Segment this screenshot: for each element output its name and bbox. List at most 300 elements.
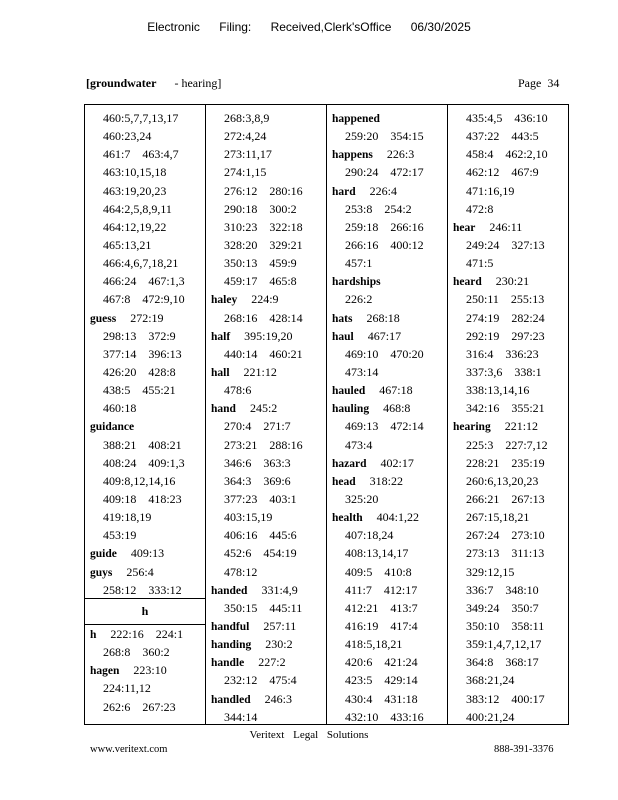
index-continuation	[206, 200, 326, 218]
index-term: health	[332, 512, 363, 525]
page-line-ref: 316:4	[466, 346, 494, 361]
index-continuation	[85, 327, 205, 345]
index-continuation	[448, 309, 569, 327]
index-term: hear	[453, 221, 476, 234]
page-line-ref: 472:8	[466, 201, 494, 216]
index-continuation	[85, 200, 205, 218]
index-lines	[327, 109, 447, 726]
page-line-ref: 454:19	[263, 546, 297, 561]
index-term: handled	[211, 693, 251, 706]
page-line-ref: 469:10	[345, 346, 379, 361]
index-lines	[206, 109, 326, 726]
index-entry	[85, 661, 205, 679]
page-line-ref: 226:2	[345, 292, 373, 307]
index-term: hearing	[453, 421, 491, 434]
page-line-ref: 282:24	[511, 310, 545, 325]
page-line-ref: 260:6,13,20,23	[466, 473, 539, 488]
index-term: guide	[90, 548, 117, 561]
page-line-ref: 297:23	[511, 328, 545, 343]
index-entry	[327, 182, 447, 200]
index-continuation	[327, 254, 447, 272]
index-column-4	[448, 105, 569, 724]
index-continuation	[448, 544, 569, 562]
page-line-ref: 337:3,6	[466, 364, 503, 379]
page-line-ref: 400:17	[511, 691, 545, 706]
page-line-ref: 268:8	[103, 645, 131, 660]
index-entry	[206, 635, 326, 653]
page-line-ref: 253:8	[345, 201, 373, 216]
page-line-ref: 255:13	[510, 292, 545, 307]
page-line-ref: 467:18	[379, 383, 413, 398]
page-line-ref: 472:9,10	[142, 292, 185, 307]
page-line-ref: 436:10	[514, 111, 548, 125]
index-continuation	[206, 272, 326, 290]
page-line-ref: 469:13	[345, 419, 379, 434]
index-continuation	[448, 454, 569, 472]
index-continuation	[206, 526, 326, 544]
index-continuation	[448, 490, 569, 508]
page-line-ref: 322:18	[269, 219, 303, 234]
page-line-ref: 224:11,12	[103, 681, 151, 696]
index-entry	[85, 417, 205, 435]
page-line-ref: 408:24	[103, 455, 137, 470]
index-entry	[448, 417, 569, 435]
page-line-ref: 432:10	[345, 709, 379, 724]
page-line-ref: 420:6	[345, 655, 373, 670]
filing-part: Received,Clerk'sOffice	[270, 20, 392, 34]
page-line-ref: 268:18	[366, 310, 400, 325]
page-line-ref: 463:4,7	[142, 147, 179, 162]
index-continuation	[206, 472, 326, 490]
range-end: - hearing]	[174, 76, 222, 90]
index-continuation	[327, 544, 447, 562]
page-line-ref: 359:1,4,7,12,17	[466, 637, 542, 652]
page-line-ref: 273:13	[466, 546, 500, 561]
index-entry	[327, 472, 447, 490]
page-line-ref: 438:5	[103, 383, 131, 398]
page-line-ref: 224:9	[251, 292, 279, 307]
page-line-ref: 467:8	[103, 292, 131, 307]
page-line-ref: 230:21	[495, 274, 530, 289]
index-term: handed	[211, 584, 248, 597]
index-entry	[448, 218, 569, 236]
index-entry	[206, 399, 326, 417]
page-line-ref: 350:10	[466, 618, 500, 633]
index-continuation	[448, 127, 569, 145]
page-line-ref: 409:18	[103, 491, 137, 506]
index-continuation	[206, 236, 326, 254]
index-continuation	[327, 708, 447, 726]
page-line-ref: 411:7	[345, 582, 372, 597]
index-continuation	[85, 163, 205, 181]
page-line-ref: 267:24	[466, 528, 500, 543]
page-line-ref: 223:10	[133, 663, 167, 678]
page-line-ref: 466:4,6,7,18,21	[103, 256, 179, 271]
index-continuation	[448, 563, 569, 581]
index-lines-after	[85, 625, 205, 716]
index-continuation	[85, 526, 205, 544]
page-line-ref: 333:12	[148, 582, 182, 597]
index-continuation	[448, 200, 569, 218]
index-entry	[327, 381, 447, 399]
page-line-ref: 388:21	[103, 437, 137, 452]
word-index-table	[84, 104, 569, 725]
page-line-ref: 273:11,17	[224, 147, 272, 162]
index-term: hats	[332, 312, 353, 325]
page-line-ref: 226:3	[386, 147, 415, 162]
filing-part: 06/30/2025	[410, 20, 471, 34]
page-line-ref: 467:9	[511, 165, 539, 180]
index-continuation	[327, 436, 447, 454]
index-column-1	[85, 105, 206, 724]
index-continuation	[448, 345, 569, 363]
index-term: head	[332, 475, 356, 488]
page-line-ref: 407:18,24	[345, 528, 394, 543]
page-line-ref: 267:23	[142, 699, 176, 714]
page-line-ref: 467:1,3	[148, 274, 185, 289]
index-continuation	[206, 708, 326, 726]
index-continuation	[327, 490, 447, 508]
page-line-ref: 409:1,3	[148, 455, 185, 470]
page-line-ref: 228:21	[466, 455, 500, 470]
page-line-ref: 338:13,14,16	[466, 383, 530, 398]
index-continuation	[85, 643, 205, 661]
page-line-ref: 262:6	[103, 699, 131, 714]
page-line-ref: 318:22	[369, 473, 403, 488]
page-line-ref: 377:23	[224, 491, 258, 506]
page-line-ref: 325:20	[345, 491, 379, 506]
page-line-ref: 226:4	[369, 183, 397, 198]
index-continuation	[206, 163, 326, 181]
index-term: hagen	[90, 665, 120, 678]
page-line-ref: 404:1,22	[376, 510, 420, 525]
index-continuation	[206, 145, 326, 163]
page-line-ref: 227:2	[258, 655, 286, 670]
index-continuation	[206, 254, 326, 272]
index-term: haley	[211, 294, 238, 307]
index-term: half	[211, 330, 231, 343]
index-continuation	[85, 218, 205, 236]
index-continuation	[206, 417, 326, 435]
index-column-2	[206, 105, 327, 724]
page-line-ref: 230:2	[265, 637, 293, 652]
page-line-ref: 268:3,8,9	[224, 111, 270, 125]
page-line-ref: 267:13	[511, 491, 545, 506]
index-continuation	[85, 508, 205, 526]
page-line-ref: 327:13	[511, 237, 545, 252]
page-line-ref: 431:18	[384, 691, 418, 706]
index-continuation	[327, 635, 447, 653]
index-entry	[206, 290, 326, 308]
index-continuation	[206, 671, 326, 689]
index-entry	[327, 454, 447, 472]
section-letter-h: h	[85, 598, 205, 625]
page-line-ref: 221:12	[243, 364, 277, 379]
page-line-ref: 273:10	[511, 528, 545, 543]
page-line-ref: 267:15,18,21	[466, 510, 530, 525]
index-continuation	[206, 127, 326, 145]
page-line-ref: 350:7	[511, 600, 539, 615]
index-continuation	[85, 109, 205, 127]
page-line-ref: 406:16	[224, 528, 258, 543]
index-continuation	[85, 363, 205, 381]
index-term: guys	[90, 566, 113, 579]
index-continuation	[206, 345, 326, 363]
page-line-ref: 460:21	[269, 346, 303, 361]
page-line-ref: 273:21	[224, 437, 258, 452]
index-term: handful	[211, 620, 250, 633]
index-continuation	[206, 544, 326, 562]
page-line-ref: 259:18	[345, 219, 379, 234]
page-line-ref: 464:2,5,8,9,11	[103, 201, 172, 216]
index-continuation	[448, 617, 569, 635]
page-line-ref: 428:8	[148, 364, 176, 379]
index-entry	[327, 508, 447, 526]
index-entry	[206, 363, 326, 381]
filing-part: Filing:	[219, 20, 252, 34]
page-line-ref: 383:12	[466, 691, 500, 706]
page-line-ref: 396:13	[148, 346, 182, 361]
page-line-ref: 364:8	[466, 655, 494, 670]
page-line-ref: 459:9	[269, 256, 297, 271]
index-continuation	[448, 599, 569, 617]
index-continuation	[448, 436, 569, 454]
page-line-ref: 418:23	[148, 491, 182, 506]
index-continuation	[85, 145, 205, 163]
index-continuation	[206, 381, 326, 399]
page-line-ref: 435:4,5	[466, 111, 503, 125]
index-continuation	[85, 254, 205, 272]
index-entry	[327, 327, 447, 345]
index-continuation	[448, 163, 569, 181]
index-continuation	[327, 363, 447, 381]
page-line-ref: 402:17	[380, 455, 414, 470]
page-line-ref: 350:13	[224, 256, 258, 271]
index-continuation	[85, 182, 205, 200]
page-line-ref: 272:19	[130, 310, 164, 325]
page-line-ref: 462:12	[466, 165, 500, 180]
page-line-ref: 310:23	[224, 219, 258, 234]
index-continuation	[448, 508, 569, 526]
page-line-ref: 292:19	[466, 328, 500, 343]
index-term: guidance	[90, 421, 135, 434]
index-continuation	[327, 236, 447, 254]
page-line-ref: 410:8	[384, 564, 412, 579]
page-line-ref: 274:1,15	[224, 165, 267, 180]
index-term: handle	[211, 657, 245, 670]
index-continuation	[448, 254, 569, 272]
footer-website: www.veritext.com	[90, 744, 168, 755]
page-number	[512, 76, 559, 91]
page-line-ref: 428:14	[269, 310, 303, 325]
page-line-ref: 468:8	[383, 401, 411, 416]
index-continuation	[206, 309, 326, 327]
index-continuation	[206, 508, 326, 526]
page-line-ref: 462:2,10	[505, 147, 548, 162]
index-continuation	[206, 599, 326, 617]
index-entry	[327, 309, 447, 327]
index-continuation	[206, 563, 326, 581]
index-continuation	[327, 218, 447, 236]
index-entry	[206, 690, 326, 708]
page-line-ref: 259:20	[345, 129, 379, 144]
page-line-ref: 288:16	[269, 437, 303, 452]
index-continuation	[448, 381, 569, 399]
index-continuation	[327, 290, 447, 308]
page-line-ref: 270:4	[224, 419, 252, 434]
page-line-ref: 465:8	[269, 274, 297, 289]
page-line-ref: 372:9	[148, 328, 176, 343]
index-lines	[448, 109, 569, 726]
page-line-ref: 300:2	[269, 201, 297, 216]
page-line-ref: 368:17	[505, 655, 539, 670]
index-continuation	[85, 698, 205, 716]
index-term: happens	[332, 149, 373, 162]
index-term: hand	[211, 403, 236, 416]
index-continuation	[85, 127, 205, 145]
range-start: [groundwater	[86, 76, 157, 90]
page-line-ref: 473:4	[345, 437, 373, 452]
page-line-ref: 400:12	[390, 237, 424, 252]
page-line-ref: 235:19	[511, 455, 545, 470]
index-continuation	[448, 109, 569, 127]
page-line-ref: 464:12,19,22	[103, 219, 167, 234]
page-line-ref: 426:20	[103, 364, 137, 379]
index-entry	[327, 272, 447, 290]
index-continuation	[448, 399, 569, 417]
index-continuation	[327, 671, 447, 689]
index-entry	[85, 625, 205, 643]
page-line-ref: 272:4,24	[224, 129, 267, 144]
page-line-ref: 342:16	[466, 401, 500, 416]
page-line-ref: 459:17	[224, 274, 258, 289]
page-line-ref: 349:24	[466, 600, 500, 615]
page-line-ref: 364:3	[224, 473, 252, 488]
page-number-value: 34	[547, 76, 560, 90]
index-continuation	[327, 599, 447, 617]
page-line-ref: 331:4,9	[261, 582, 298, 597]
index-entry	[327, 399, 447, 417]
page-line-ref: 458:4	[466, 147, 494, 162]
index-continuation	[85, 490, 205, 508]
page-line-ref: 473:14	[345, 364, 379, 379]
index-continuation	[448, 526, 569, 544]
page-line-ref: 271:7	[263, 419, 291, 434]
index-continuation	[327, 653, 447, 671]
page-line-ref: 298:13	[103, 328, 137, 343]
index-continuation	[448, 182, 569, 200]
index-continuation	[206, 436, 326, 454]
page-line-ref: 466:24	[103, 274, 137, 289]
index-continuation	[327, 617, 447, 635]
page-line-ref: 470:20	[390, 346, 424, 361]
index-continuation	[327, 690, 447, 708]
page-line-ref: 256:4	[126, 564, 154, 579]
index-entry	[206, 653, 326, 671]
page-line-ref: 412:21	[345, 600, 379, 615]
index-continuation	[85, 454, 205, 472]
page-line-ref: 290:18	[224, 201, 258, 216]
page-line-ref: 413:7	[390, 600, 418, 615]
index-term: haul	[332, 330, 354, 343]
page-line-ref: 409:13	[130, 546, 165, 561]
index-continuation	[85, 381, 205, 399]
page-line-ref: 222:16	[110, 627, 144, 641]
index-entry	[85, 563, 205, 581]
index-continuation	[85, 436, 205, 454]
index-continuation	[85, 272, 205, 290]
page-line-ref: 224:1	[155, 627, 184, 641]
index-continuation	[448, 290, 569, 308]
page-line-ref: 266:16	[345, 237, 379, 252]
index-entry	[206, 327, 326, 345]
index-entry	[327, 145, 447, 163]
index-continuation	[327, 581, 447, 599]
page-line-ref: 276:12	[224, 183, 258, 198]
index-continuation	[448, 327, 569, 345]
index-term: hauling	[332, 403, 370, 416]
index-continuation	[448, 236, 569, 254]
index-term: hard	[332, 185, 356, 198]
page-line-ref: 368:21,24	[466, 673, 515, 688]
page-line-ref: 421:24	[384, 655, 418, 670]
index-continuation	[206, 218, 326, 236]
page-line-ref: 395:19,20	[244, 328, 293, 343]
page-line-ref: 423:5	[345, 673, 373, 688]
page-line-ref: 328:20	[224, 237, 258, 252]
index-column-3	[327, 105, 448, 724]
page-line-ref: 460:5,7,7,13,17	[103, 111, 179, 125]
index-continuation	[327, 345, 447, 363]
index-continuation	[327, 417, 447, 435]
index-term: guess	[90, 312, 117, 325]
index-entry	[206, 617, 326, 635]
index-entry	[327, 109, 447, 127]
page-line-ref: 437:22	[466, 129, 500, 144]
index-continuation	[327, 200, 447, 218]
page-line-ref: 463:19,20,23	[103, 183, 167, 198]
page-line-ref: 433:16	[390, 709, 424, 724]
page-line-ref: 369:6	[263, 473, 291, 488]
page-line-ref: 455:21	[142, 383, 176, 398]
page-line-ref: 408:13,14,17	[345, 546, 409, 561]
index-term: hall	[211, 366, 230, 379]
page-line-ref: 246:3	[264, 691, 292, 706]
page-line-ref: 329:12,15	[466, 564, 515, 579]
index-continuation	[85, 399, 205, 417]
page-line-ref: 249:24	[466, 237, 500, 252]
index-continuation	[206, 454, 326, 472]
page-line-ref: 408:21	[148, 437, 182, 452]
page-line-ref: 472:14	[390, 419, 424, 434]
index-term: h	[90, 629, 97, 641]
index-continuation	[85, 472, 205, 490]
index-entry	[85, 309, 205, 327]
electronic-filing-stamp	[0, 20, 618, 34]
index-entry	[448, 272, 569, 290]
index-term: happened	[332, 113, 380, 125]
page-line-ref: 338:1	[514, 364, 542, 379]
page-line-ref: 290:24	[345, 165, 379, 180]
index-continuation	[85, 679, 205, 697]
index-continuation	[85, 581, 205, 599]
page-line-ref: 377:14	[103, 346, 137, 361]
page-line-ref: 461:7	[103, 147, 131, 162]
index-term: hazard	[332, 457, 367, 470]
page-line-ref: 400:21,24	[466, 709, 515, 724]
page-line-ref: 419:18,19	[103, 510, 152, 525]
page-line-ref: 417:4	[390, 618, 418, 633]
